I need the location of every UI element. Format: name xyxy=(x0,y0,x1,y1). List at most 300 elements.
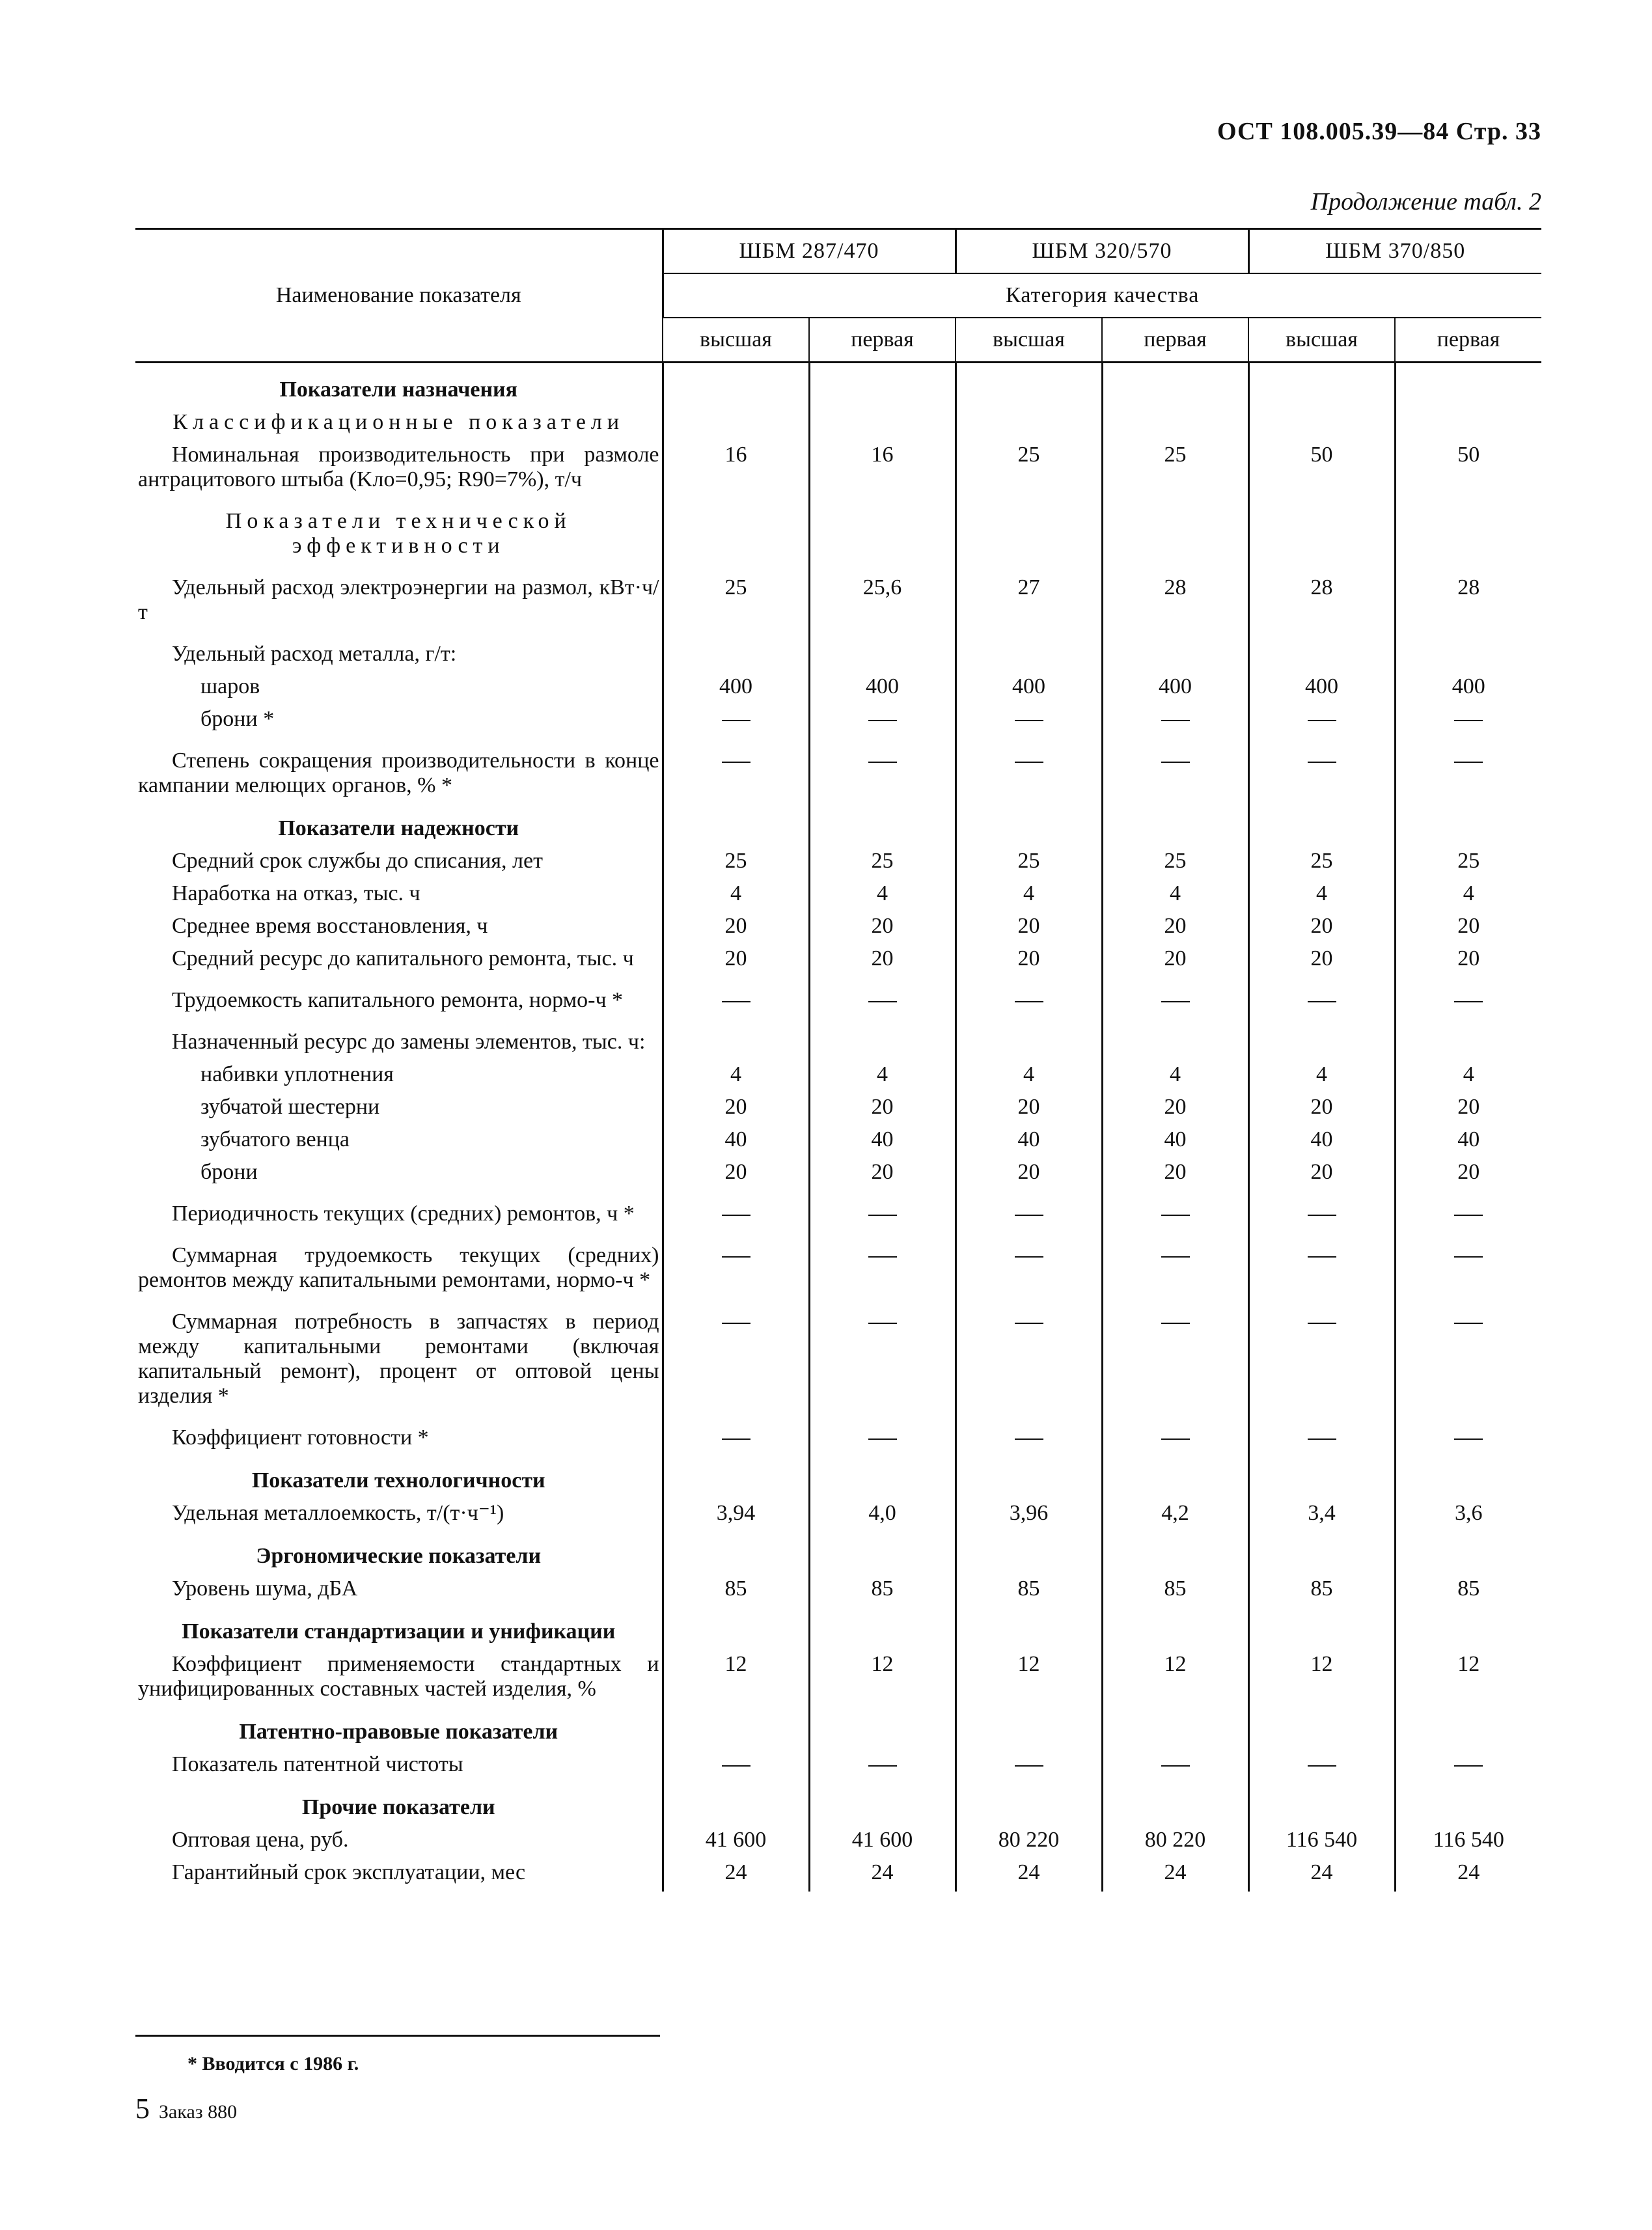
cell-value: 4,2 xyxy=(1102,1497,1248,1530)
dash-mark xyxy=(1015,1001,1043,1002)
cell-value xyxy=(1395,1017,1541,1058)
cell-value: 20 xyxy=(1102,943,1248,975)
table-continuation-label: Продолжение табл. 2 xyxy=(1310,188,1541,215)
empty-cell xyxy=(1395,1530,1541,1573)
cell-value: 80 220 xyxy=(1102,1824,1248,1856)
row-label: Эргономические показатели xyxy=(256,1544,542,1568)
row-label: Коэффициент готовности * xyxy=(172,1425,429,1450)
dash-mark xyxy=(1454,720,1483,721)
empty-cell xyxy=(1395,802,1541,845)
table-row xyxy=(135,845,1541,877)
table-row xyxy=(135,877,1541,910)
cell-value: 24 xyxy=(1248,1856,1395,1892)
empty-cell xyxy=(1395,363,1541,407)
dash-mark xyxy=(1161,1215,1190,1216)
cell-value: 25 xyxy=(1248,845,1395,877)
cell-value: 25 xyxy=(809,845,956,877)
cell-value: 20 xyxy=(809,1156,956,1189)
row-label: Номинальная производительность при размоле антрацитового штыба (Kло=0,95; R90=7%), т/ч xyxy=(138,443,659,491)
row-label: Среднее время восстановления, ч xyxy=(172,914,488,938)
empty-cell xyxy=(663,496,809,562)
cell-value: 400 xyxy=(663,670,809,703)
cell-value: 20 xyxy=(663,1091,809,1123)
cell-value xyxy=(1102,1017,1248,1058)
table-row xyxy=(135,1648,1541,1705)
cell-value xyxy=(956,1297,1102,1412)
table-row xyxy=(135,910,1541,943)
empty-cell xyxy=(1395,1705,1541,1748)
row-label: шаров xyxy=(200,674,260,698)
table-row xyxy=(135,975,1541,1017)
empty-cell xyxy=(956,1454,1102,1497)
dash-mark xyxy=(722,1256,750,1258)
row-label: Периодичность текущих (средних) ремонтов, ч * xyxy=(172,1202,635,1226)
cell-value: 20 xyxy=(956,1156,1102,1189)
quality-category-header: Категория качества xyxy=(663,273,1541,318)
empty-cell xyxy=(956,1530,1102,1573)
dash-mark xyxy=(1454,1256,1483,1258)
table-row xyxy=(135,943,1541,975)
dash-mark xyxy=(868,1438,897,1440)
empty-cell xyxy=(809,1530,956,1573)
dash-mark xyxy=(722,762,750,763)
cell-value: 20 xyxy=(809,1091,956,1123)
cell-value xyxy=(1248,1748,1395,1781)
empty-cell xyxy=(1395,1454,1541,1497)
cell-value: 24 xyxy=(956,1856,1102,1892)
dash-mark xyxy=(1454,1001,1483,1002)
row-label: Показатели надежности xyxy=(278,816,519,840)
cell-value: 4 xyxy=(956,1058,1102,1091)
row-label: зубчатой шестерни xyxy=(200,1095,380,1119)
empty-cell xyxy=(956,1781,1102,1824)
cell-value: 24 xyxy=(1102,1856,1248,1892)
cell-value: 4 xyxy=(809,1058,956,1091)
category-header: первая xyxy=(1102,318,1248,363)
empty-cell xyxy=(809,1454,956,1497)
row-label: Классификационные показатели xyxy=(172,410,625,434)
cell-value: 20 xyxy=(1248,910,1395,943)
cell-value: 20 xyxy=(1395,1156,1541,1189)
cell-value: 400 xyxy=(956,670,1102,703)
row-label: Средний срок службы до списания, лет xyxy=(172,849,543,873)
row-label: Удельный расход электроэнергии на размол, кВт·ч/т xyxy=(138,575,659,624)
cell-value xyxy=(956,629,1102,670)
cell-value xyxy=(663,975,809,1017)
cell-value: 20 xyxy=(1102,1156,1248,1189)
dash-mark xyxy=(1015,1256,1043,1258)
cell-value: 400 xyxy=(1102,670,1248,703)
order-info xyxy=(135,2092,237,2125)
cell-value xyxy=(809,736,956,802)
cell-value: 25,6 xyxy=(809,562,956,629)
empty-cell xyxy=(1248,1530,1395,1573)
cell-value: 50 xyxy=(1248,439,1395,496)
empty-cell xyxy=(1102,1530,1248,1573)
empty-cell xyxy=(1248,1605,1395,1648)
cell-value: 41 600 xyxy=(663,1824,809,1856)
empty-cell xyxy=(1395,1605,1541,1648)
cell-value: 25 xyxy=(1395,845,1541,877)
row-label: Удельный расход металла, г/т: xyxy=(172,642,457,666)
dash-mark xyxy=(722,1765,750,1767)
row-label: набивки уплотнения xyxy=(200,1062,394,1086)
dash-mark xyxy=(1161,1256,1190,1258)
cell-value xyxy=(956,975,1102,1017)
cell-value xyxy=(809,1748,956,1781)
empty-cell xyxy=(663,1705,809,1748)
empty-cell xyxy=(663,1605,809,1648)
dash-mark xyxy=(722,1323,750,1324)
dash-mark xyxy=(868,762,897,763)
cell-value xyxy=(809,975,956,1017)
cell-value: 20 xyxy=(956,1091,1102,1123)
cell-value xyxy=(1395,629,1541,670)
row-label: Патентно-правовые показатели xyxy=(239,1720,558,1744)
cell-value xyxy=(809,1412,956,1454)
cell-value: 40 xyxy=(809,1123,956,1156)
empty-cell xyxy=(1102,496,1248,562)
dash-mark xyxy=(1015,1215,1043,1216)
cell-value: 12 xyxy=(809,1648,956,1705)
empty-cell xyxy=(809,496,956,562)
empty-cell xyxy=(1248,1454,1395,1497)
cell-value: 80 220 xyxy=(956,1824,1102,1856)
section-row xyxy=(135,1605,1541,1648)
cell-value xyxy=(956,703,1102,736)
cell-value xyxy=(1248,736,1395,802)
dash-mark xyxy=(1015,1323,1043,1324)
footnote-rule xyxy=(135,2035,660,2037)
cell-value xyxy=(1395,1189,1541,1230)
subsection-row xyxy=(135,406,1541,439)
table-body xyxy=(135,363,1541,1892)
cell-value xyxy=(1102,1230,1248,1297)
cell-value xyxy=(956,1412,1102,1454)
dash-mark xyxy=(722,1001,750,1002)
dash-mark xyxy=(1308,720,1336,721)
cell-value xyxy=(663,629,809,670)
cell-value xyxy=(1248,1412,1395,1454)
cell-value: 20 xyxy=(663,1156,809,1189)
cell-value: 12 xyxy=(956,1648,1102,1705)
table-row xyxy=(135,1748,1541,1781)
row-label: Прочие показатели xyxy=(301,1795,495,1819)
dash-mark xyxy=(1454,1323,1483,1324)
empty-cell xyxy=(809,802,956,845)
empty-cell xyxy=(663,1454,809,1497)
table-row xyxy=(135,1123,1541,1156)
row-label: Показатели технологичности xyxy=(251,1468,545,1493)
row-label: Показатели назначения xyxy=(279,378,518,402)
order-text: Заказ 880 xyxy=(159,2101,238,2123)
cell-value: 20 xyxy=(1248,1091,1395,1123)
cell-value: 3,96 xyxy=(956,1497,1102,1530)
section-row xyxy=(135,1705,1541,1748)
dash-mark xyxy=(1161,762,1190,763)
model-header: ШБМ 320/570 xyxy=(956,229,1248,274)
cell-value xyxy=(1248,1297,1395,1412)
cell-value xyxy=(809,1189,956,1230)
cell-value xyxy=(809,1230,956,1297)
cell-value xyxy=(663,1748,809,1781)
cell-value: 25 xyxy=(1102,439,1248,496)
empty-cell xyxy=(1248,1781,1395,1824)
dash-mark xyxy=(1015,762,1043,763)
dash-mark xyxy=(722,1215,750,1216)
cell-value: 3,94 xyxy=(663,1497,809,1530)
dash-mark xyxy=(1308,1001,1336,1002)
table-row xyxy=(135,703,1541,736)
cell-value: 28 xyxy=(1395,562,1541,629)
cell-value: 40 xyxy=(956,1123,1102,1156)
empty-cell xyxy=(1102,1705,1248,1748)
subsection-row xyxy=(135,496,1541,562)
cell-value: 4 xyxy=(1248,1058,1395,1091)
cell-value: 24 xyxy=(663,1856,809,1892)
dash-mark xyxy=(1161,720,1190,721)
dash-mark xyxy=(1308,1765,1336,1767)
cell-value xyxy=(1395,1297,1541,1412)
row-label: Показатели технической эффективности xyxy=(225,509,571,558)
dash-mark xyxy=(868,1215,897,1216)
cell-value: 116 540 xyxy=(1395,1824,1541,1856)
section-row xyxy=(135,1454,1541,1497)
cell-value: 40 xyxy=(1248,1123,1395,1156)
dash-mark xyxy=(868,1001,897,1002)
cell-value xyxy=(1248,1230,1395,1297)
cell-value: 20 xyxy=(1248,1156,1395,1189)
row-label: брони * xyxy=(200,707,275,731)
table-row xyxy=(135,1856,1541,1892)
cell-value: 20 xyxy=(1395,943,1541,975)
cell-value xyxy=(1102,1748,1248,1781)
cell-value: 4 xyxy=(1395,877,1541,910)
empty-cell xyxy=(1102,802,1248,845)
model-header: ШБМ 370/850 xyxy=(1248,229,1541,274)
empty-cell xyxy=(663,802,809,845)
indicators-table xyxy=(135,228,1541,1892)
row-label: зубчатого венца xyxy=(200,1127,350,1151)
cell-value: 20 xyxy=(1102,1091,1248,1123)
cell-value: 20 xyxy=(809,910,956,943)
cell-value: 16 xyxy=(663,439,809,496)
dash-mark xyxy=(868,1323,897,1324)
table-row xyxy=(135,1824,1541,1856)
dash-mark xyxy=(868,1765,897,1767)
cell-value: 4,0 xyxy=(809,1497,956,1530)
cell-value: 85 xyxy=(1395,1573,1541,1605)
cell-value xyxy=(956,1017,1102,1058)
empty-cell xyxy=(1248,406,1395,439)
table-row xyxy=(135,1189,1541,1230)
row-label: Суммарная потребность в запчастях в период между капитальными ремонтами (включая капитальный ремонт), процент от оптовой цены изделия * xyxy=(138,1310,659,1408)
table-row xyxy=(135,1230,1541,1297)
empty-cell xyxy=(1248,496,1395,562)
cell-value: 25 xyxy=(663,845,809,877)
empty-cell xyxy=(663,406,809,439)
row-label: Показатель патентной чистоты xyxy=(172,1752,463,1776)
table-row xyxy=(135,562,1541,629)
cell-value: 12 xyxy=(1395,1648,1541,1705)
cell-value: 4 xyxy=(1102,1058,1248,1091)
dash-mark xyxy=(1454,762,1483,763)
table-row xyxy=(135,439,1541,496)
category-header: высшая xyxy=(1248,318,1395,363)
cell-value: 3,6 xyxy=(1395,1497,1541,1530)
cell-value: 4 xyxy=(1102,877,1248,910)
cell-value xyxy=(809,1297,956,1412)
cell-value: 28 xyxy=(1102,562,1248,629)
cell-value: 85 xyxy=(663,1573,809,1605)
dash-mark xyxy=(1454,1438,1483,1440)
cell-value xyxy=(1395,1230,1541,1297)
cell-value: 24 xyxy=(809,1856,956,1892)
row-label: Коэффициент применяемости стандартных и унифицированных составных частей изделия, % xyxy=(138,1652,659,1701)
cell-value xyxy=(1395,1748,1541,1781)
cell-value xyxy=(1102,629,1248,670)
dash-mark xyxy=(1308,1256,1336,1258)
cell-value: 25 xyxy=(1102,845,1248,877)
dash-mark xyxy=(1161,1765,1190,1767)
table-row xyxy=(135,1091,1541,1123)
cell-value: 4 xyxy=(1395,1058,1541,1091)
cell-value: 20 xyxy=(809,943,956,975)
table-row xyxy=(135,736,1541,802)
dash-mark xyxy=(1161,1323,1190,1324)
cell-value: 3,4 xyxy=(1248,1497,1395,1530)
row-label: Наработка на отказ, тыс. ч xyxy=(172,881,420,905)
empty-cell xyxy=(809,1705,956,1748)
cell-value: 4 xyxy=(1248,877,1395,910)
cell-value: 4 xyxy=(663,877,809,910)
cell-value: 40 xyxy=(1395,1123,1541,1156)
cell-value xyxy=(663,1297,809,1412)
empty-cell xyxy=(1102,1605,1248,1648)
row-label: Степень сокращения производительности в конце кампании мелющих органов, % * xyxy=(138,749,659,797)
dash-mark xyxy=(1454,1765,1483,1767)
table-row xyxy=(135,1573,1541,1605)
category-header: высшая xyxy=(663,318,809,363)
cell-value: 20 xyxy=(1395,910,1541,943)
dash-mark xyxy=(1308,762,1336,763)
cell-value xyxy=(1102,1189,1248,1230)
empty-cell xyxy=(1102,1781,1248,1824)
cell-value: 116 540 xyxy=(1248,1824,1395,1856)
cell-value: 85 xyxy=(1102,1573,1248,1605)
cell-value: 12 xyxy=(1248,1648,1395,1705)
empty-cell xyxy=(809,1781,956,1824)
row-label: Суммарная трудоемкость текущих (средних) ремонтов между капитальными ремонтами, нормо-ч * xyxy=(138,1243,659,1292)
cell-value: 50 xyxy=(1395,439,1541,496)
cell-value: 27 xyxy=(956,562,1102,629)
row-label: Показатели стандартизации и унификации xyxy=(182,1619,616,1644)
cell-value: 20 xyxy=(956,943,1102,975)
dash-mark xyxy=(1161,1001,1190,1002)
dash-mark xyxy=(1015,1765,1043,1767)
row-label: брони xyxy=(200,1160,258,1184)
cell-value xyxy=(1102,736,1248,802)
empty-cell xyxy=(1248,802,1395,845)
dash-mark xyxy=(1454,1215,1483,1216)
empty-cell xyxy=(809,363,956,407)
section-row xyxy=(135,1781,1541,1824)
cell-value xyxy=(1102,1412,1248,1454)
empty-cell xyxy=(956,1705,1102,1748)
category-header: первая xyxy=(809,318,956,363)
cell-value: 20 xyxy=(663,910,809,943)
empty-cell xyxy=(956,363,1102,407)
cell-value xyxy=(663,1230,809,1297)
empty-cell xyxy=(809,406,956,439)
empty-cell xyxy=(956,406,1102,439)
dash-mark xyxy=(1015,1438,1043,1440)
cell-value xyxy=(809,629,956,670)
table-row xyxy=(135,1156,1541,1189)
cell-value xyxy=(1102,1297,1248,1412)
cell-value xyxy=(956,1230,1102,1297)
cell-value xyxy=(1395,703,1541,736)
empty-cell xyxy=(1395,1781,1541,1824)
cell-value: 85 xyxy=(956,1573,1102,1605)
empty-cell xyxy=(1102,406,1248,439)
empty-cell xyxy=(663,1781,809,1824)
table-row xyxy=(135,629,1541,670)
cell-value xyxy=(956,1748,1102,1781)
dash-mark xyxy=(1161,1438,1190,1440)
empty-cell xyxy=(663,363,809,407)
cell-value xyxy=(663,736,809,802)
cell-value: 4 xyxy=(956,877,1102,910)
cell-value xyxy=(1248,629,1395,670)
cell-value: 12 xyxy=(663,1648,809,1705)
section-row xyxy=(135,802,1541,845)
empty-cell xyxy=(663,1530,809,1573)
row-label: Назначенный ресурс до замены элементов, тыс. ч: xyxy=(172,1030,646,1054)
dash-mark xyxy=(1308,1323,1336,1324)
table-row xyxy=(135,1497,1541,1530)
empty-cell xyxy=(1395,496,1541,562)
cell-value: 400 xyxy=(1395,670,1541,703)
dash-mark xyxy=(1015,720,1043,721)
cell-value xyxy=(1248,1189,1395,1230)
cell-value: 12 xyxy=(1102,1648,1248,1705)
empty-cell xyxy=(956,496,1102,562)
empty-cell xyxy=(1248,1705,1395,1748)
cell-value: 25 xyxy=(956,439,1102,496)
cell-value xyxy=(1395,975,1541,1017)
cell-value: 20 xyxy=(1102,910,1248,943)
cell-value xyxy=(663,1017,809,1058)
cell-value: 20 xyxy=(1395,1091,1541,1123)
category-header: высшая xyxy=(956,318,1102,363)
cell-value: 400 xyxy=(809,670,956,703)
cell-value xyxy=(663,1412,809,1454)
cell-value xyxy=(809,1017,956,1058)
table-row xyxy=(135,1297,1541,1412)
name-column-header: Наименование показателя xyxy=(135,229,663,363)
table-row xyxy=(135,1017,1541,1058)
empty-cell xyxy=(956,802,1102,845)
signature-number: 5 xyxy=(135,2093,150,2125)
section-row xyxy=(135,363,1541,407)
cell-value: 85 xyxy=(1248,1573,1395,1605)
empty-cell xyxy=(1395,406,1541,439)
cell-value xyxy=(1395,736,1541,802)
category-header: первая xyxy=(1395,318,1541,363)
row-label: Трудоемкость капитального ремонта, нормо-ч * xyxy=(172,988,624,1012)
table-row xyxy=(135,1058,1541,1091)
